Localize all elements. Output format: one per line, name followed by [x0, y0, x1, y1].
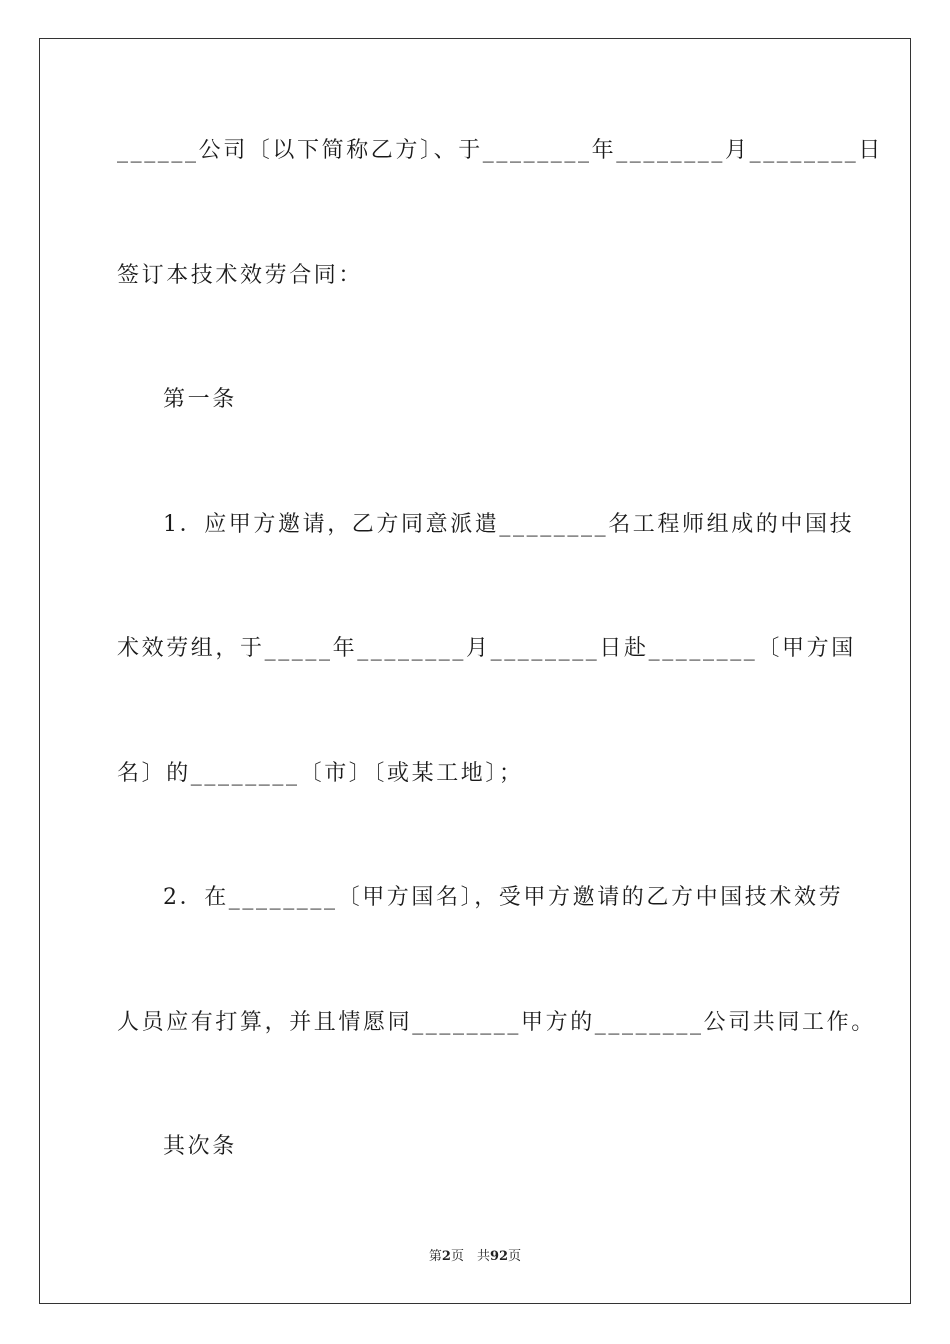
- page-border: [39, 38, 911, 1304]
- current-page-number: 2: [441, 1249, 451, 1264]
- text-line-5: 术效劳组，于_____年________月________日赴________〔甲方国: [117, 636, 856, 661]
- text-line-4: 1．应甲方邀请，乙方同意派遣________名工程师组成的中国技: [163, 512, 855, 537]
- article-1-heading: 第一条: [163, 387, 237, 412]
- page-prefix: 第: [428, 1249, 442, 1264]
- text-line-6: 名〕的________〔市〕〔或某工地〕；: [117, 761, 524, 786]
- page-suffix: 页: [508, 1249, 522, 1264]
- total-page-number: 92: [489, 1249, 509, 1264]
- text-line-1: ______公司〔以下简称乙方〕、于________年________月________日: [117, 138, 884, 163]
- page-footer: [0, 1248, 950, 1266]
- text-line-8: 人员应有打算，并且情愿同________甲方的________公司共同工作。: [117, 1010, 876, 1035]
- text-line-2: 签订本技术效劳合同：: [117, 263, 364, 288]
- article-2-heading: 其次条: [163, 1134, 237, 1159]
- page-mid: 页 共: [450, 1249, 490, 1264]
- text-line-7: 2．在________〔甲方国名〕，受甲方邀请的乙方中国技术效劳: [163, 885, 844, 910]
